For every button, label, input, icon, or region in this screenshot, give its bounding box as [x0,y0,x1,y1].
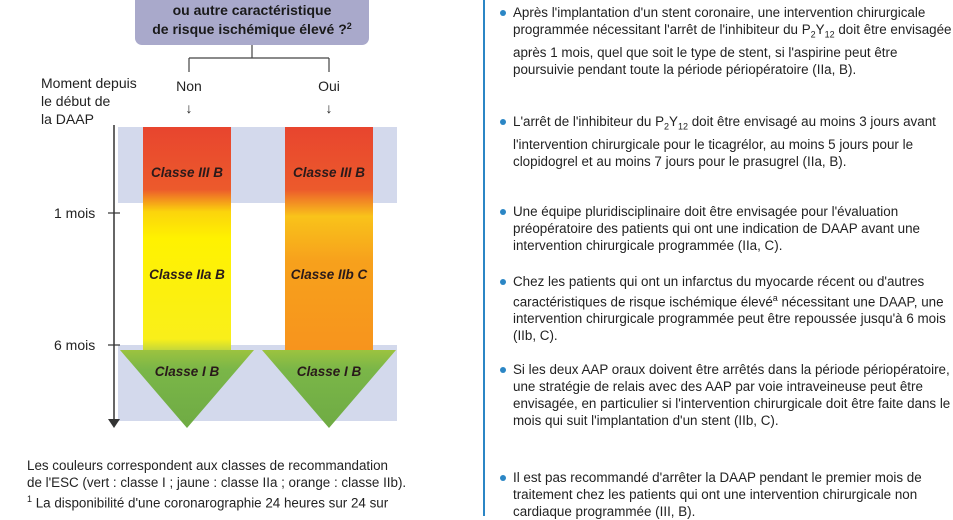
axis-title-line-2: le début de [41,93,111,109]
recommendation-6: Il est pas recommandé d'arrêter la DAAP pendant le premier mois de traitement chez les patients qui ont une intervention chirurgicale non cardiaque programmée (III, B). [496,469,953,520]
bullet-icon [500,209,506,215]
question-line-2: de risque ischémique élevé ?$^2$ [152,21,352,37]
class-label-oui-2: Classe IIb C [290,267,368,282]
tick-label-6-mois: 6 mois [54,337,96,353]
column-arrow-oui: ↓ [325,100,333,116]
bullet-icon [500,475,506,481]
class-label-non-1: Classe III B [150,165,224,180]
footnote [27,457,457,511]
divider-line [483,0,485,516]
bullet-icon [500,10,506,16]
recommendations-panel [496,0,952,519]
class-label-non-2: Classe IIa B [149,267,225,282]
bullet-icon [500,279,506,285]
time-axis-arrowhead [108,419,120,428]
question-sup: 2 [346,21,352,31]
footnote-sup: 1 [27,494,33,504]
p2y12-label: $P_2Y_{12}$ [655,114,688,132]
axis-title-line-3: la DAAP [41,111,94,127]
column-arrow-non: ↓ [185,100,193,116]
question-line-1: ou autre caractéristique [172,2,332,18]
recommendation-3: Une équipe pluridisciplinaire doit être envisagée pour l'évaluation préopératoire des patients qui ont une indication de DAAP avant une intervention chirurgicale programmée (IIa, C). [496,203,953,254]
axis-title-line-1: Moment depuis [41,75,137,91]
column-label-oui: Oui [318,78,340,94]
column-label-non: Non [176,78,202,94]
footnote-line-1: Les couleurs correspondent aux classes de recommandation [27,458,389,473]
footnote-line-2: de l'ESC (vert : classe I ; jaune : classe IIa ; orange : classe IIb). [27,475,407,490]
recommendation-5: Si les deux AAP oraux doivent être arrêtés dans la période périopératoire, une stratégie de relais avec des AAP par voie intraveineuse peut être envisagée, en particulier si l'intervention chirurgicale doit être faite dans le mois qui suit l'implantation d'un stent (IIb, C). [496,361,953,429]
bullet-icon [500,367,506,373]
class-label-oui-3: Classe I B [296,364,362,379]
class-label-non-3: Classe I B [154,364,220,379]
recommendation-1: Après l'implantation d'un stent coronaire, une intervention chirurgicale programmée nécessitant l'arrêt de l'inhibiteur du $P_2Y_{12}$ doit être envisagée après 1 mois, quel que soit le type de stent, si l'aspirine peut être poursuivie pendant toute la période périopératoire (IIa, B). [496,4,953,78]
bullet-icon [500,119,506,125]
tick-label-1-mois: 1 mois [54,205,96,221]
class-label-oui-1: Classe III B [292,165,366,180]
column-oui-bar [285,127,373,350]
column-non-bar [143,127,231,350]
recommendation-2: L'arrêt de l'inhibiteur du $P_2Y_{12}$ doit être envisagé au moins 3 jours avant l'intervention chirurgicale pour le ticagrélor, au moins 5 jours pour le clopidogrel et au moins 7 jours pour le prasugrel (IIa, B). [496,113,953,170]
recommendation-4: Chez les patients qui ont un infarctus du myocarde récent ou d'autres caractéristiques de risque ischémique élevé$^a$ nécessitant une DAAP, une intervention chirurgicale programmée peut être repoussée jusqu'à 6 mois (IIb, C). [496,273,953,344]
p2y12-label: $P_2Y_{12}$ [801,22,835,40]
footnote-line-3: $^1$ La disponibilité d'une coronarographie 24 heures sur 24 sur [27,494,389,511]
